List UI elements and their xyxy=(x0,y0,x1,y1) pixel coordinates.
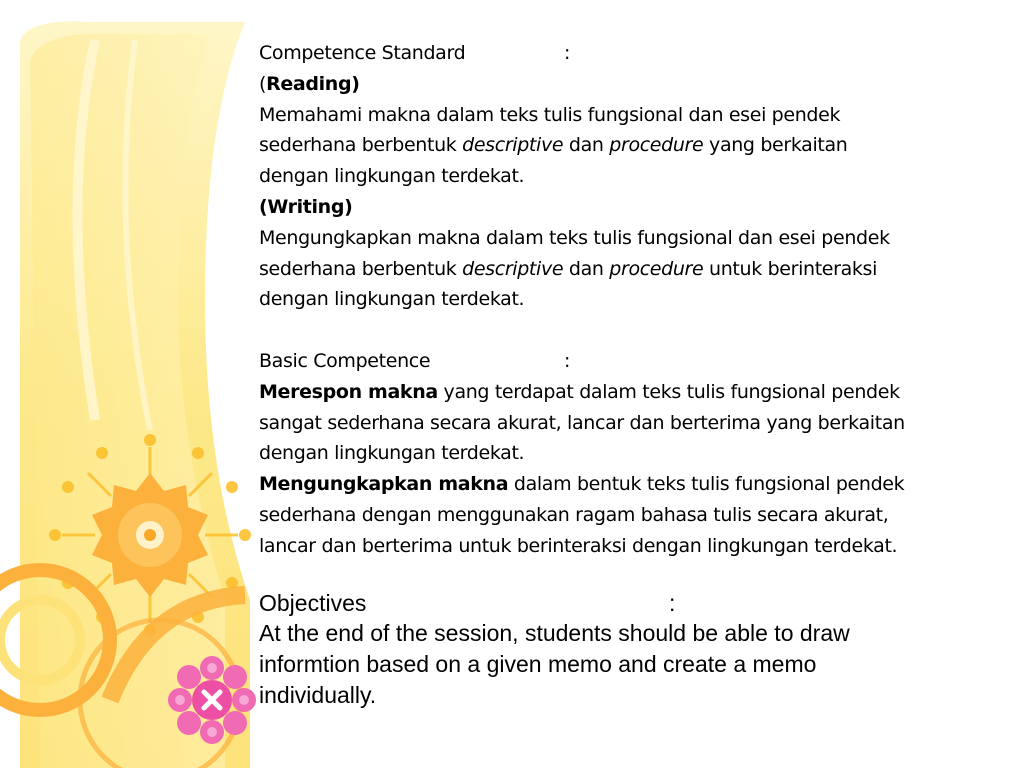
basic-competence-line: Merespon makna yang terdapat dalam teks tulis fungsional pendek xyxy=(259,380,900,403)
writing-text-line: Mengungkapkan makna dalam teks tulis fungsional dan esei pendek xyxy=(259,226,890,249)
writing-heading: (Writing) xyxy=(259,195,353,218)
objectives-line: informtion based on a given memo and create a memo xyxy=(259,651,817,678)
spacer xyxy=(259,315,999,346)
basic-competence-heading: Basic Competence : xyxy=(259,349,571,372)
basic-competence-line: Mengungkapkan makna dalam bentuk teks tulis fungsional pendek xyxy=(259,473,905,496)
writing-text-line: sederhana berbentuk descriptive dan procedure untuk berinteraksi xyxy=(259,257,878,280)
reading-text-line: Memahami makna dalam teks tulis fungsional dan esei pendek xyxy=(259,103,841,126)
slide-content xyxy=(259,38,999,711)
competence-standard-heading: Competence Standard : xyxy=(259,42,571,64)
spacer xyxy=(259,562,999,588)
pink-flower-icon xyxy=(168,656,256,744)
basic-competence-line: sangat sederhana secara akurat, lancar dan berterima yang berkaitan xyxy=(259,411,905,434)
basic-competence-line: lancar dan berterima untuk berinteraksi dengan lingkungan terdekat. xyxy=(259,534,898,557)
basic-competence-line: sederhana dengan menggunakan ragam bahasa tulis secara akurat, xyxy=(259,503,889,526)
objectives-line: At the end of the session, students should be able to draw xyxy=(259,620,850,647)
objectives-line: individually. xyxy=(259,681,377,708)
writing-text-line: dengan lingkungan terdekat. xyxy=(259,288,525,311)
objectives-heading: Objectives : xyxy=(259,589,676,616)
reading-heading: (Reading) xyxy=(259,72,360,95)
reading-text-line: dengan lingkungan terdekat. xyxy=(259,165,525,188)
basic-competence-line: dengan lingkungan terdekat. xyxy=(259,442,525,465)
reading-text-line: sederhana berbentuk descriptive dan procedure yang berkaitan xyxy=(259,134,848,157)
